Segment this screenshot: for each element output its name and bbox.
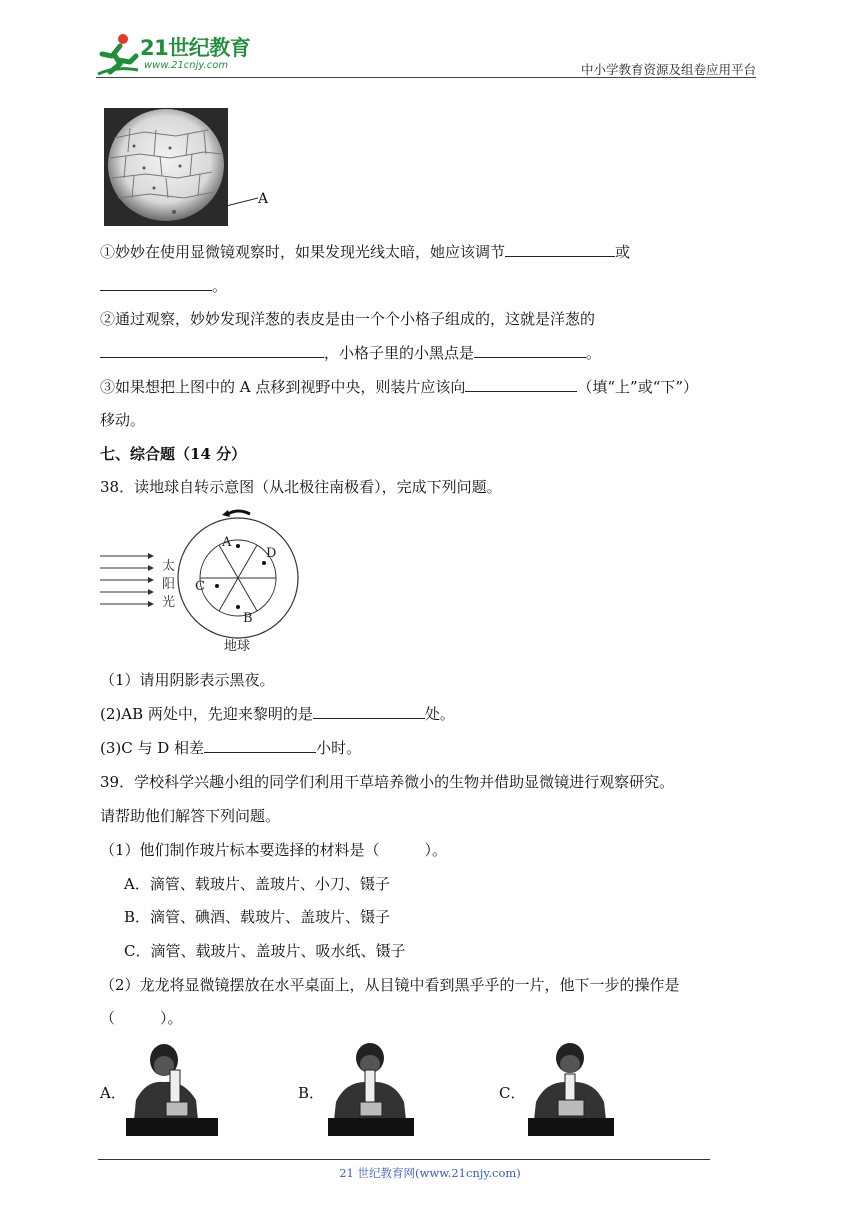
option-c[interactable]: C．滴管、载玻片、盖玻片、吸水纸、镊子 bbox=[124, 942, 406, 960]
section-title: 七、综合题（14 分） bbox=[100, 445, 247, 463]
answer-blank[interactable] bbox=[313, 704, 425, 719]
q37-text: 或 bbox=[615, 243, 631, 261]
q37-text: ③如果想把上图中的 A 点移到视野中央，则装片应该向 bbox=[100, 378, 466, 396]
point-a-label: A bbox=[222, 535, 232, 550]
q38-sub3 bbox=[100, 737, 361, 758]
sun-label: 太 bbox=[162, 559, 176, 574]
earth-rotation-diagram bbox=[100, 504, 310, 656]
header-platform-text: 中小学教育资源及组卷应用平台 bbox=[580, 62, 756, 77]
picture-option-a-label[interactable]: A． bbox=[100, 1084, 126, 1102]
q38-stem: 38．读地球自转示意图（从北极往南极看），完成下列问题。 bbox=[100, 478, 502, 496]
picture-option-c-label[interactable]: C． bbox=[499, 1084, 526, 1102]
logo-text: 21世纪教育 bbox=[140, 36, 251, 60]
q37-line3: ②通过观察，妙妙发现洋葱的表皮是由一个个小格子组成的，这就是洋葱的 bbox=[100, 310, 596, 328]
q37-line6: 移动。 bbox=[100, 411, 146, 429]
student-microscope-photo-a[interactable] bbox=[126, 1040, 218, 1136]
q39-sub2-line1: （2）龙龙将显微镜摆放在水平桌面上，从目镜中看到黑乎乎的一片，他下一步的操作是 bbox=[100, 976, 680, 994]
q38-sub2 bbox=[100, 703, 455, 724]
student-microscope-photo-b[interactable] bbox=[328, 1040, 414, 1136]
answer-blank[interactable] bbox=[474, 343, 586, 358]
figure-label-a: A bbox=[258, 191, 269, 207]
sun-label: 阳 bbox=[162, 577, 176, 592]
q39-stem-line2: 请帮助他们解答下列问题。 bbox=[100, 807, 281, 825]
answer-blank[interactable] bbox=[100, 276, 212, 291]
q38-text: 处。 bbox=[424, 705, 455, 723]
answer-blank[interactable] bbox=[100, 343, 324, 358]
answer-blank[interactable] bbox=[465, 377, 577, 392]
q39-sub2-line2: （ ）。 bbox=[100, 1009, 183, 1027]
q37-text: 。 bbox=[212, 277, 228, 295]
footer-divider bbox=[98, 1159, 710, 1160]
point-c-label: C bbox=[195, 579, 205, 594]
pointer-line bbox=[226, 196, 260, 208]
answer-blank[interactable] bbox=[505, 242, 615, 257]
point-d-label: D bbox=[266, 546, 277, 561]
q37-line4 bbox=[100, 342, 601, 363]
q38-text: (2)AB 两处中，先迎来黎明的是 bbox=[100, 705, 313, 723]
q37-text: ①妙妙在使用显微镜观察时，如果发现光线太暗，她应该调节 bbox=[100, 243, 506, 261]
answer-blank[interactable] bbox=[204, 738, 316, 753]
logo-url: www.21cnjy.com bbox=[144, 60, 229, 71]
site-logo bbox=[96, 30, 266, 76]
header-divider bbox=[96, 77, 756, 78]
q37-text: 。 bbox=[586, 344, 602, 362]
q39-stem-line1: 39．学校科学兴趣小组的同学们利用干草培养微小的生物并借助显微镜进行观察研究。 bbox=[100, 773, 675, 791]
q37-line1 bbox=[100, 241, 630, 262]
picture-option-b-label[interactable]: B． bbox=[298, 1084, 325, 1102]
q38-text: (3)C 与 D 相差 bbox=[100, 739, 205, 757]
q38-text: 小时。 bbox=[316, 739, 362, 757]
option-b[interactable]: B．滴管、碘酒、载玻片、盖玻片、镊子 bbox=[124, 908, 391, 926]
onion-cell-micrograph bbox=[104, 108, 228, 226]
q37-line2 bbox=[100, 275, 227, 296]
page-header bbox=[96, 30, 756, 80]
q37-text: ，小格子里的小黑点是 bbox=[324, 344, 475, 362]
footer-text[interactable]: 21 世纪教育网(www.21cnjy.com) bbox=[339, 1166, 521, 1180]
q37-line5 bbox=[100, 376, 698, 397]
earth-label: 地球 bbox=[224, 639, 251, 654]
q39-sub1: （1）他们制作玻片标本要选择的材料是（ ）。 bbox=[100, 841, 448, 859]
q38-sub1: （1）请用阴影表示黑夜。 bbox=[100, 671, 275, 689]
option-a[interactable]: A．滴管、载玻片、盖玻片、小刀、镊子 bbox=[124, 875, 390, 893]
point-b-label: B bbox=[243, 611, 253, 626]
runner-logo-icon bbox=[96, 30, 140, 76]
q37-text: （填“上”或“下”） bbox=[577, 378, 699, 396]
student-microscope-photo-c[interactable] bbox=[528, 1040, 614, 1136]
sun-label: 光 bbox=[162, 595, 176, 610]
